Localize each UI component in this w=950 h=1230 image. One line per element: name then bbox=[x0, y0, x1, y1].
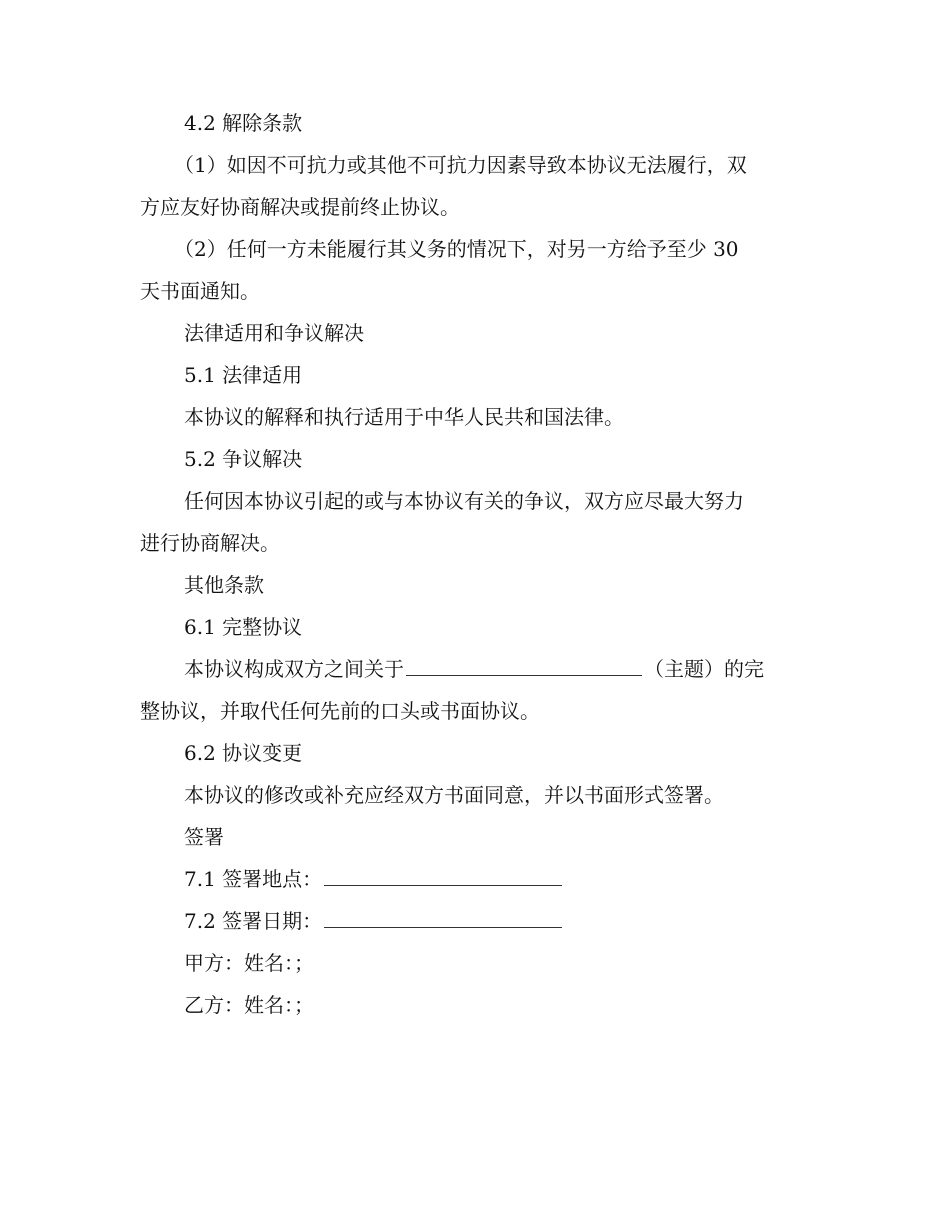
signing-date-row bbox=[140, 900, 805, 942]
clause-6-1-line1 bbox=[140, 648, 805, 690]
clause-5-2-line2: 进行协商解决。 bbox=[140, 531, 280, 555]
clause-6-1-prefix: 本协议构成双方之间关于 bbox=[184, 657, 404, 681]
clause-4-2-heading: 4.2 解除条款 bbox=[184, 111, 303, 135]
clause-6-1-line2: 整协议，并取代任何先前的口头或书面协议。 bbox=[140, 699, 540, 723]
clause-6-2-text: 本协议的修改或补充应经双方书面同意，并以书面形式签署。 bbox=[184, 783, 724, 807]
signing-place-row bbox=[140, 858, 805, 900]
party-b-line: 乙方：姓名：； bbox=[184, 993, 314, 1017]
clause-5-1-text: 本协议的解释和执行适用于中华人民共和国法律。 bbox=[184, 405, 624, 429]
section-6-title: 其他条款 bbox=[184, 573, 264, 597]
signing-date-blank bbox=[324, 926, 562, 928]
clause-5-2-line1: 任何因本协议引起的或与本协议有关的争议，双方应尽最大努力 bbox=[184, 489, 744, 513]
clause-4-2-item1-line1: （1）如因不可抗力或其他不可抗力因素导致本协议无法履行，双 bbox=[174, 153, 747, 177]
clause-4-2-item2-line1: （2）任何一方未能履行其义务的情况下，对另一方给予至少 30 bbox=[174, 237, 739, 261]
document-body bbox=[140, 102, 805, 1026]
clause-5-1-heading: 5.1 法律适用 bbox=[184, 363, 303, 387]
signing-place-label: 7.1 签署地点： bbox=[184, 867, 323, 891]
clause-6-2-heading: 6.2 协议变更 bbox=[184, 741, 303, 765]
clause-6-1-heading: 6.1 完整协议 bbox=[184, 615, 303, 639]
section-5-title: 法律适用和争议解决 bbox=[184, 321, 364, 345]
section-7-title: 签署 bbox=[184, 825, 224, 849]
signing-date-label: 7.2 签署日期： bbox=[184, 909, 323, 933]
clause-4-2-item2-line2: 天书面通知。 bbox=[140, 279, 260, 303]
clause-6-1-suffix: （主题）的完 bbox=[644, 657, 764, 681]
clause-5-2-heading: 5.2 争议解决 bbox=[184, 447, 303, 471]
clause-4-2-item1-line2: 方应友好协商解决或提前终止协议。 bbox=[140, 195, 460, 219]
party-a-line: 甲方：姓名：； bbox=[184, 951, 314, 975]
subject-blank-line bbox=[406, 674, 642, 676]
signing-place-blank bbox=[324, 884, 562, 886]
